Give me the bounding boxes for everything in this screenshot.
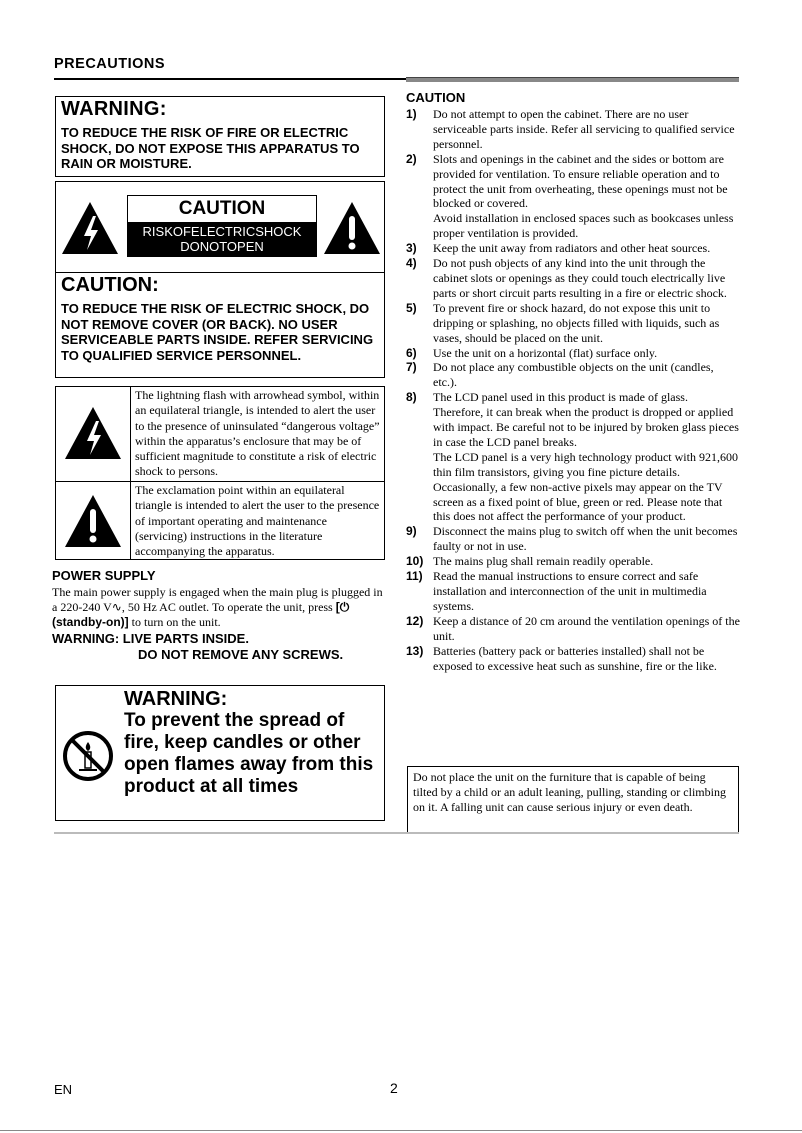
- live-parts-warning: WARNING: LIVE PARTS INSIDE.: [52, 631, 249, 646]
- list-item: 1) Do not attempt to open the cabinet. There are no user serviceable parts inside. Refer all servicing to qualified service personnel.: [406, 107, 735, 151]
- caution-label-line1: RISKOFELECTRICSHOCK: [142, 224, 302, 239]
- list-item: 6) Use the unit on a horizontal (flat) surface only.: [406, 345, 658, 360]
- screws-warning: DO NOT REMOVE ANY SCREWS.: [138, 647, 344, 662]
- list-item: 5) To prevent fire or shock hazard, do not expose this unit to dripping or splashing, no objects filled with liquids, such as vases, should be placed on the unit.: [406, 300, 720, 345]
- caution-list-heading: CAUTION: [406, 90, 466, 105]
- candle-warning-text: To prevent the spread of fire, keep candles or other open flames away from this product at all times: [124, 710, 374, 797]
- bottom-rule: [54, 832, 739, 834]
- caution-box: [55, 181, 385, 378]
- candle-warning-box: [55, 685, 385, 821]
- power-supply-text: The main power supply is engaged when the main plug is plugged in a 220-240 V∿, 50 Hz AC outlet. To operate the unit, press [⏻ (standby-on)] to turn on the unit.: [52, 585, 383, 629]
- list-item: 7) Do not place any combustible objects on the unit (candles, etc.).: [406, 360, 714, 390]
- lightning-symbol-icon: [63, 405, 123, 461]
- warning-heading: WARNING:: [61, 98, 167, 120]
- symbol-explanation-box: [55, 386, 385, 560]
- candle-warning-heading: WARNING:: [124, 688, 228, 710]
- caution-list: [406, 107, 740, 673]
- footer-rule: [0, 1130, 802, 1131]
- list-item: 4) Do not push objects of any kind into the unit through the cabinet slots or openings as they could touch electrically live parts or short circuit parts resulting in a fire or electric shock.: [406, 256, 727, 300]
- header-rule-left: [54, 78, 406, 80]
- exclamation-warning-icon: [322, 200, 382, 256]
- exclamation-symbol-text: The exclamation point within an equilateral triangle is intended to alert the user to the presence of important operating and maintenance (servicing) instructions in the literature accompanying the apparatus.: [135, 483, 380, 559]
- caution-text: TO REDUCE THE RISK OF ELECTRIC SHOCK, DO NOT REMOVE COVER (OR BACK). NO USER SERVICEABLE PARTS INSIDE. REFER SERVICING TO QUALIFIED SERVICE PERSONNEL.: [61, 301, 374, 363]
- no-candles-icon: [62, 730, 114, 782]
- list-item: 12) Keep a distance of 20 cm around the ventilation openings of the unit.: [406, 613, 740, 643]
- list-item: 11) Read the manual instructions to ensure correct and safe installation and interconnection of the unit in multimedia systems.: [406, 569, 707, 613]
- caution-heading: CAUTION:: [61, 274, 159, 296]
- list-item: 13) Batteries (battery pack or batteries installed) shall not be exposed to excessive heat such as sunshine, fire or the like.: [406, 643, 717, 673]
- warning-text: TO REDUCE THE RISK OF FIRE OR ELECTRIC SHOCK, DO NOT EXPOSE THIS APPARATUS TO RAIN OR MOISTURE.: [61, 125, 360, 171]
- footer-language: EN: [54, 1082, 73, 1097]
- list-item: 10) The mains plug shall remain readily operable.: [406, 554, 654, 569]
- caution-label-title: CAUTION: [178, 198, 266, 219]
- list-item: 9) Disconnect the mains plug to switch off when the unit becomes faulty or not in use.: [406, 524, 738, 554]
- page-title: PRECAUTIONS: [54, 56, 166, 72]
- caution-label-line2: DONOTOPEN: [180, 239, 264, 254]
- list-item: 8) The LCD panel used in this product is made of glass. Therefore, it can break when the product is dropped or applied with impact. Be careful not to be injured by broken glass pieces in case the LCD panel breaks. The LCD panel is a very high technology product with 921,600 thin film transistors, giving you fine picture details. Occasionally, a few non-active pixels may appear on the TV screen as a fixed point of blue, green or red. Please note that this does not affect the performance of your product.: [406, 390, 739, 524]
- exclamation-symbol-icon: [63, 493, 123, 549]
- furniture-tip-box: Do not place the unit on the furniture that is capable of being tilted by a child or an adult leaning, pulling, standing or climbing on it. A falling unit can cause serious injury or even death.: [407, 766, 739, 833]
- header-rule-right: [406, 77, 739, 82]
- standby-on-button-label: [⏻ (standby-on)]: [52, 600, 350, 629]
- page-number: 2: [390, 1080, 398, 1096]
- warning-box: [55, 96, 385, 177]
- caution-label: [127, 195, 317, 257]
- list-item: 3) Keep the unit away from radiators and other heat sources.: [406, 241, 711, 256]
- lightning-warning-icon: [60, 200, 120, 256]
- list-item: 2) Slots and openings in the cabinet and the sides or bottom are provided for ventilation. To ensure reliable operation and to protect the unit from overheating, these openings must not be blocked or covered. Avoid installation in enclosed spaces such as bookcases unless proper ventilation is provided.: [406, 151, 734, 241]
- caution-divider: [56, 272, 384, 273]
- power-supply-heading: POWER SUPPLY: [52, 568, 156, 583]
- lightning-symbol-text: The lightning flash with arrowhead symbol, within an equilateral triangle, is intended to alert the user to the presence of uninsulated “dangerous voltage” within the apparatus’s enclosure that may be of sufficient magnitude to constitute a risk of electric shock to persons.: [135, 388, 380, 479]
